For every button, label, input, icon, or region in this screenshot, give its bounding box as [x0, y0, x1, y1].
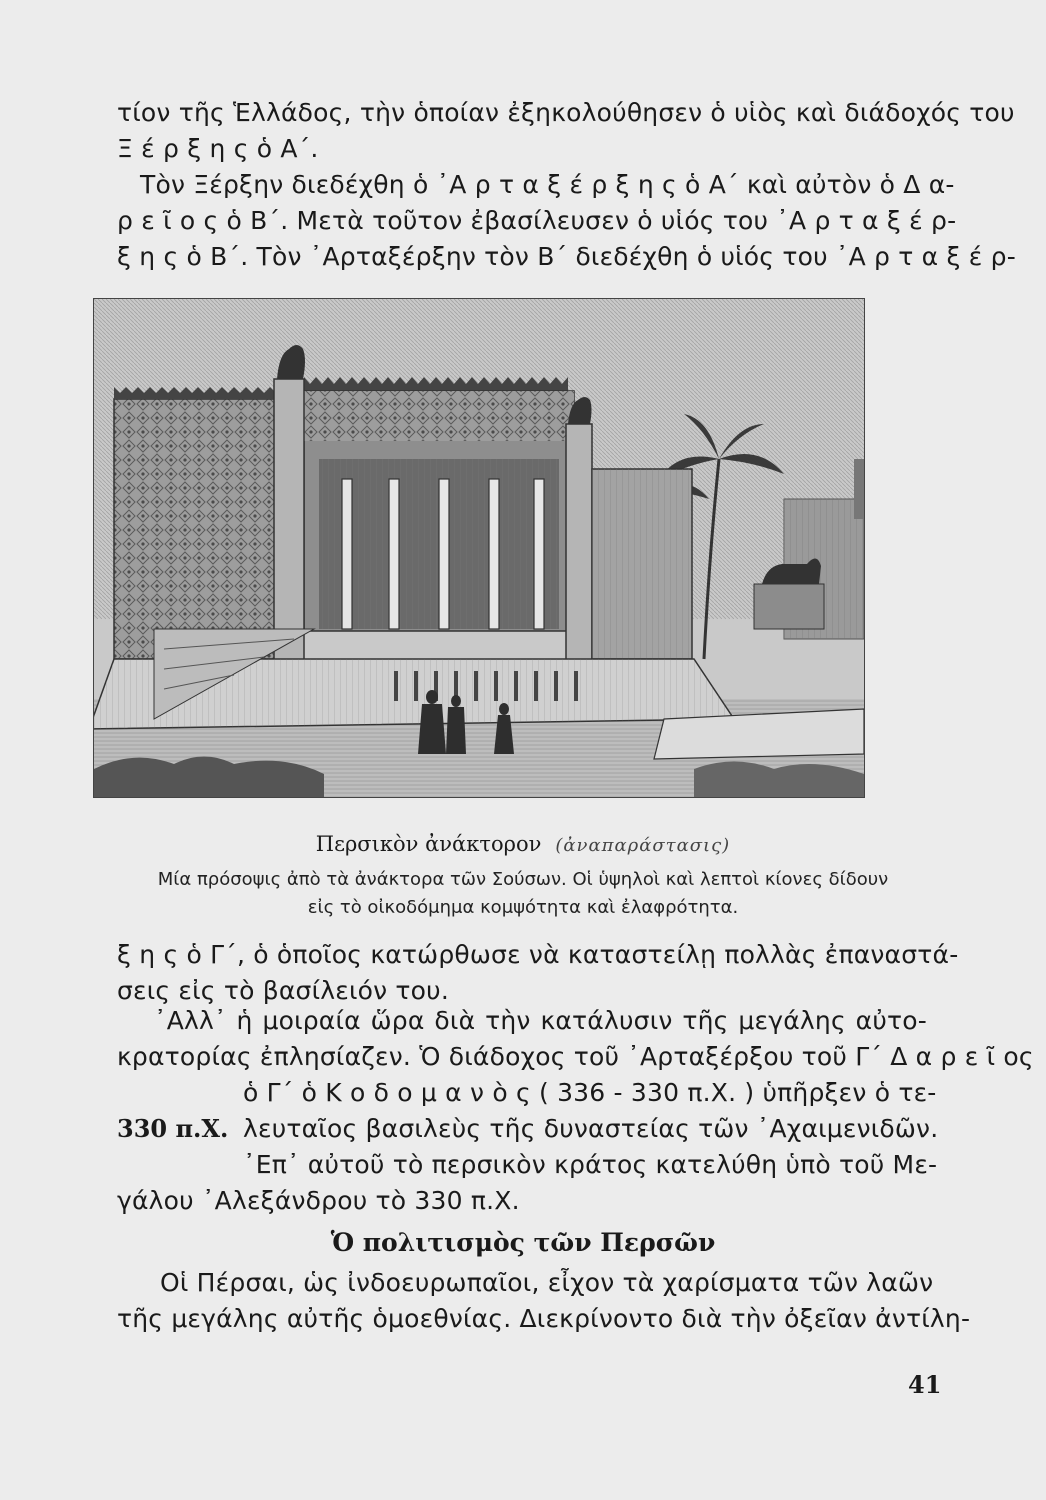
text-line-8: ᾽Αλλ᾽ ἡ μοιραία ὥρα διὰ τὴν κατάλυσιν τῆς μεγάλης αὐτο-: [154, 1006, 927, 1035]
text-line-13: γάλου ᾽Αλεξάνδρου τὸ 330 π.Χ.: [117, 1186, 520, 1215]
figure-title-text: Περσικὸν ἀνάκτορον: [315, 832, 542, 856]
text-line-3: Τὸν Ξέρξην διεδέχθη ὁ ᾽Α ρ τ α ξ έ ρ ξ η ς ὁ Α΄ καὶ αὐτὸν ὁ Δ α-: [140, 170, 955, 199]
text-line-11: λευταῖος βασιλεὺς τῆς δυναστείας τῶν ᾽Αχαιμενιδῶν.: [243, 1114, 939, 1143]
text-line-7: σεις εἰς τὸ βασίλειόν του.: [117, 976, 449, 1005]
text-line-14: Οἱ Πέρσαι, ὡς ἰνδοευρωπαῖοι, εἶχον τὰ χαρίσματα τῶν λαῶν: [160, 1268, 934, 1297]
figure-title: [0, 830, 1046, 860]
figure-caption-line-1: Μία πρόσοψις ἀπὸ τὰ ἀνάκτορα τῶν Σούσων. Οἱ ὑψηλοὶ καὶ λεπτοὶ κίονες δίδουν: [157, 869, 889, 890]
text-line-10: ὁ Γ΄ ὁ Κ ο δ ο μ α ν ὸ ς ( 336 - 330 π.Χ. ) ὑπῆρξεν ὁ τε-: [243, 1078, 937, 1107]
palace-illustration: [93, 298, 865, 798]
text-line-12: ᾽Επ᾽ αὐτοῦ τὸ περσικὸν κράτος κατελύθη ὑπὸ τοῦ Με-: [243, 1150, 938, 1179]
text-line-4: ρ ε ῖ ο ς ὁ Β΄. Μετὰ τοῦτον ἐβασίλευσεν ὁ υἱός του ᾽Α ρ τ α ξ έ ρ-: [117, 206, 957, 235]
text-line-15: τῆς μεγάλης αὐτῆς ὁμοεθνίας. Διεκρίνοντο διὰ τὴν ὀξεῖαν ἀντίλη-: [117, 1304, 971, 1333]
figure-caption-line-2: εἰς τὸ οἰκοδόμημα κομψότητα καὶ ἐλαφρότητα.: [307, 897, 739, 918]
text-line-1: τίον τῆς Ἑλλάδος, τὴν ὁποίαν ἐξηκολούθησεν ὁ υἱὸς καὶ διάδοχός του: [117, 98, 1015, 127]
text-line-5: ξ η ς ὁ Β΄. Τὸν ᾽Αρταξέρξην τὸν Β΄ διεδέχθη ὁ υἱός του ᾽Α ρ τ α ξ έ ρ-: [117, 242, 1016, 271]
figure-subtitle: (ἀναπαράστασις): [555, 835, 731, 856]
text-line-9: κρατορίας ἐπλησίαζεν. Ὁ διάδοχος τοῦ ᾽Αρταξέρξου τοῦ Γ΄ Δ α ρ ε ῖ ος: [117, 1042, 1034, 1071]
page-number: 41: [908, 1370, 942, 1399]
section-heading: Ὁ πολιτισμὸς τῶν Περσῶν: [330, 1228, 716, 1257]
text-line-6: ξ η ς ὁ Γ΄, ὁ ὁποῖος κατώρθωσε νὰ καταστείλῃ πολλὰς ἐπαναστά-: [117, 940, 959, 969]
text-line-2: Ξ έ ρ ξ η ς ὁ Α΄.: [117, 134, 319, 163]
margin-date-note: 330 π.Χ.: [117, 1114, 229, 1143]
